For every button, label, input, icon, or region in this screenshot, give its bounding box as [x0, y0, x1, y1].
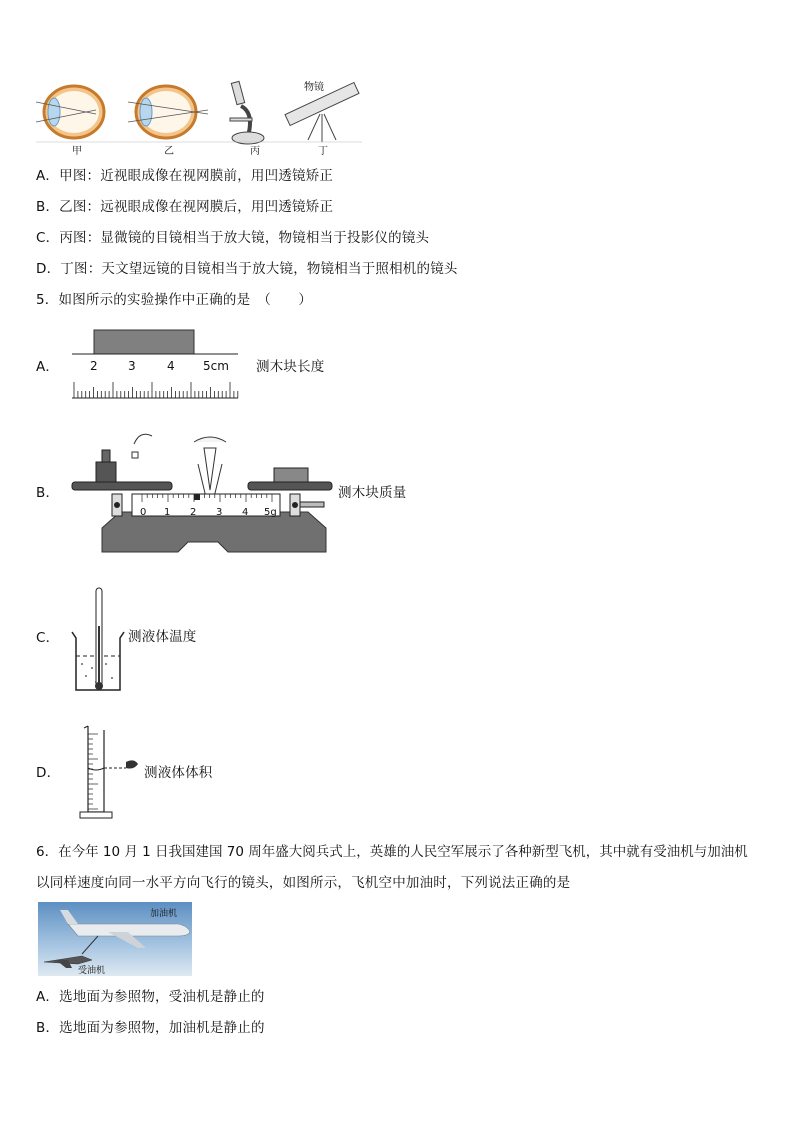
q4-option-b: B．乙图：远视眼成像在视网膜后，用凹透镜矫正: [36, 199, 334, 215]
ruler-label-2: 2: [90, 359, 98, 373]
beam-label-1: 1: [164, 507, 171, 518]
q4-figures: [36, 78, 362, 158]
telescope-objective-label: 物镜: [304, 82, 324, 93]
q5-option-c-letter: C．: [36, 630, 60, 646]
figure-label-bing: 丙: [250, 146, 260, 157]
q5-option-c-caption: 测液体温度: [128, 629, 197, 645]
graduated-cylinder-diagram: [76, 724, 144, 820]
q6-stem-line1: 6．在今年 10 月 1 日我国建国 70 周年盛大阅兵式上，英雄的人民空军展示了各种新型飞机，其中就有受油机与加油机: [36, 844, 748, 860]
beam-label-5g: 5g: [264, 507, 277, 518]
ruler-label-5cm: 5cm: [203, 359, 229, 373]
eye-diagram-jia: [36, 86, 104, 138]
q6-option-a: A．选地面为参照物，受油机是静止的: [36, 989, 265, 1005]
receiver-label: 受油机: [78, 966, 106, 976]
q6-option-b: B．选地面为参照物，加油机是静止的: [36, 1020, 265, 1036]
telescope-diagram: [285, 80, 359, 142]
q5-option-d-caption: 测液体体积: [144, 765, 213, 781]
ruler-label-4: 4: [167, 359, 175, 373]
beam-label-3: 3: [216, 507, 223, 518]
beaker-thermometer-diagram: [66, 586, 130, 694]
q4-option-d: D．丁图：天文望远镜的目镜相当于放大镜，物镜相当于照相机的镜头: [36, 261, 458, 277]
balance-diagram: [68, 428, 334, 554]
figure-label-jia: 甲: [72, 146, 82, 157]
q5-option-d-letter: D．: [36, 765, 61, 781]
q6-stem-line2: 以同样速度向同一水平方向飞行的镜头，如图所示，飞机空中加油时，下列说法正确的是: [36, 875, 571, 891]
ruler-diagram: [70, 328, 242, 402]
figure-label-ding: 丁: [318, 146, 328, 157]
wood-block: [94, 330, 194, 354]
eye-diagram-yi: [128, 86, 208, 138]
microscope-diagram: [230, 81, 264, 144]
figure-label-yi: 乙: [164, 146, 174, 157]
q4-option-a: A．甲图：近视眼成像在视网膜前，用凹透镜矫正: [36, 168, 334, 184]
q5-option-b-caption: 测木块质量: [338, 485, 407, 501]
beam-label-4: 4: [242, 507, 249, 518]
q5-option-a-letter: A．: [36, 359, 60, 375]
q5-option-a-caption: 测木块长度: [256, 359, 325, 375]
ruler-label-3: 3: [128, 359, 136, 373]
q5-option-b-letter: B．: [36, 485, 60, 501]
q5-stem: 5．如图所示的实验操作中正确的是 （ ）: [36, 292, 313, 308]
q4-option-c: C．丙图：显微镜的目镜相当于放大镜，物镜相当于投影仪的镜头: [36, 230, 430, 246]
beam-label-2: 2: [190, 507, 197, 518]
refueling-photo: [38, 902, 192, 976]
beam-label-0: 0: [140, 507, 147, 518]
tanker-label: 加油机: [150, 909, 178, 919]
